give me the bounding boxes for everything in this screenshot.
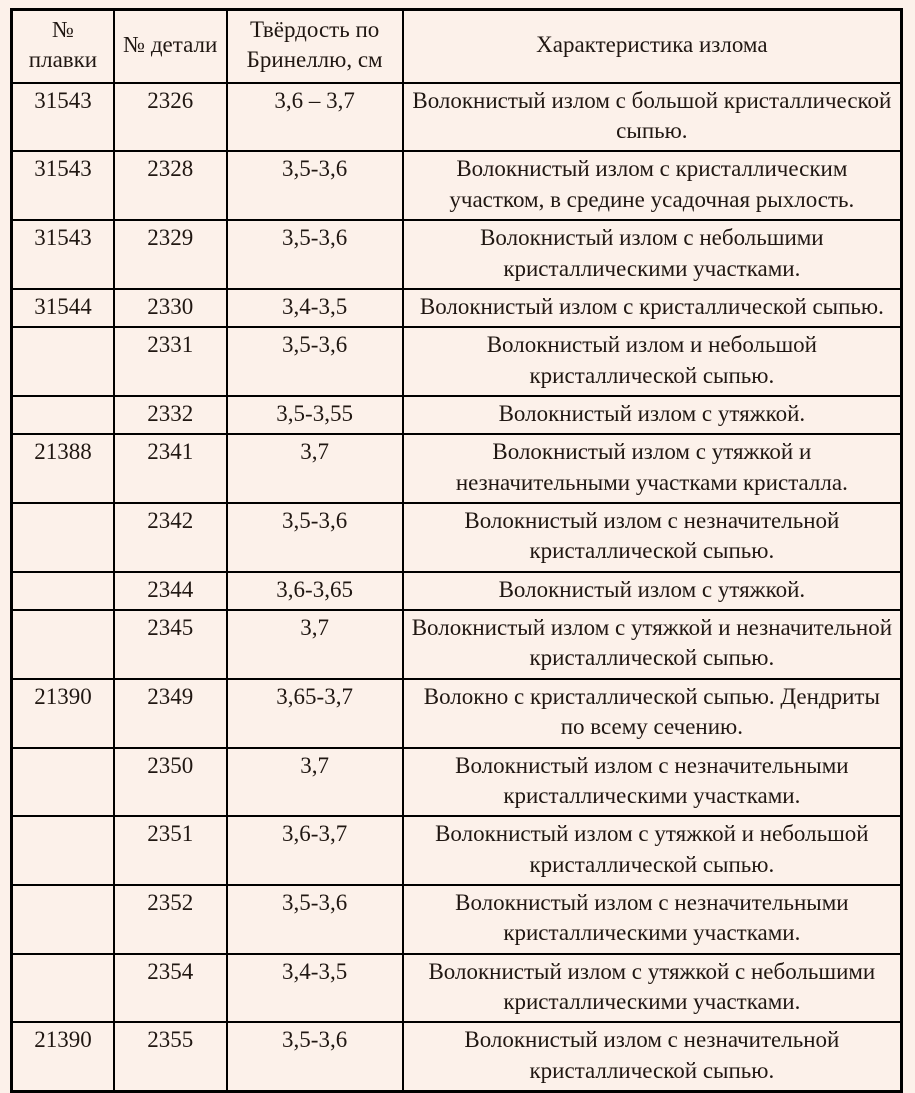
fracture-characteristic-cell: Волокнистый излом с кристаллической сыпью. (403, 289, 902, 327)
header-brinell-hardness: Твёрдость по Бринеллю, см (227, 10, 403, 83)
hardness-cell: 3,6 – 3,7 (227, 83, 403, 152)
fracture-characteristic-cell: Волокнистый излом с незначительными кристаллическими участками. (403, 748, 902, 817)
hardness-cell: 3,5-3,6 (227, 220, 403, 289)
part-number-cell: 2349 (114, 679, 227, 748)
part-number-cell: 2354 (114, 954, 227, 1023)
melt-number-cell (12, 327, 114, 396)
part-number-cell: 2332 (114, 396, 227, 434)
part-number-cell: 2345 (114, 610, 227, 679)
table-row (12, 816, 902, 885)
part-number-cell: 2350 (114, 748, 227, 817)
part-number-cell: 2341 (114, 434, 227, 503)
fracture-characteristic-cell: Волокнистый излом с утяжкой и незначительными участками кристалла. (403, 434, 902, 503)
part-number-cell: 2351 (114, 816, 227, 885)
fracture-characteristic-cell: Волокнистый излом с незначительной кристаллической сыпью. (403, 1022, 902, 1091)
hardness-cell: 3,5-3,6 (227, 327, 403, 396)
table-row (12, 954, 902, 1023)
table-body (12, 83, 902, 1092)
hardness-cell: 3,5-3,6 (227, 503, 403, 572)
melt-number-cell (12, 748, 114, 817)
hardness-cell: 3,4-3,5 (227, 289, 403, 327)
melt-number-cell: 21388 (12, 434, 114, 503)
hardness-cell: 3,7 (227, 610, 403, 679)
fracture-analysis-table (10, 8, 903, 1093)
hardness-cell: 3,5-3,6 (227, 1022, 403, 1091)
melt-number-cell (12, 503, 114, 572)
hardness-cell: 3,5-3,6 (227, 151, 403, 220)
fracture-characteristic-cell: Волокнистый излом и небольшой кристаллической сыпью. (403, 327, 902, 396)
melt-number-cell (12, 610, 114, 679)
melt-number-cell (12, 816, 114, 885)
table-row (12, 327, 902, 396)
table-row (12, 610, 902, 679)
fracture-characteristic-cell: Волокнистый излом с большой кристаллической сыпью. (403, 83, 902, 152)
part-number-cell: 2342 (114, 503, 227, 572)
table-row (12, 220, 902, 289)
fracture-characteristic-cell: Волокнистый излом с кристаллическим участком, в средине усадочная рыхлость. (403, 151, 902, 220)
table-row (12, 885, 902, 954)
melt-number-cell: 31543 (12, 151, 114, 220)
fracture-characteristic-cell: Волокнистый излом с утяжкой и небольшой кристаллической сыпью. (403, 816, 902, 885)
hardness-cell: 3,5-3,6 (227, 885, 403, 954)
melt-number-cell: 21390 (12, 679, 114, 748)
fracture-characteristic-cell: Волокнистый излом с небольшими кристаллическими участками. (403, 220, 902, 289)
table-row (12, 503, 902, 572)
fracture-characteristic-cell: Волокнистый излом с утяжкой. (403, 572, 902, 610)
part-number-cell: 2326 (114, 83, 227, 152)
part-number-cell: 2331 (114, 327, 227, 396)
hardness-cell: 3,7 (227, 434, 403, 503)
hardness-cell: 3,5-3,55 (227, 396, 403, 434)
table-row (12, 572, 902, 610)
melt-number-cell (12, 396, 114, 434)
part-number-cell: 2352 (114, 885, 227, 954)
melt-number-cell (12, 954, 114, 1023)
table-row (12, 679, 902, 748)
hardness-cell: 3,6-3,65 (227, 572, 403, 610)
fracture-characteristic-cell: Волокнистый излом с утяжкой и незначительной кристаллической сыпью. (403, 610, 902, 679)
table-row (12, 434, 902, 503)
melt-number-cell: 31543 (12, 220, 114, 289)
table-row (12, 151, 902, 220)
header-melt-number: № плавки (12, 10, 114, 83)
fracture-characteristic-cell: Волокно с кристаллической сыпью. Дендриты по всему сечению. (403, 679, 902, 748)
table-row (12, 289, 902, 327)
melt-number-cell (12, 885, 114, 954)
part-number-cell: 2344 (114, 572, 227, 610)
hardness-cell: 3,4-3,5 (227, 954, 403, 1023)
table-row (12, 83, 902, 152)
part-number-cell: 2329 (114, 220, 227, 289)
table-row (12, 1022, 902, 1091)
table-row (12, 748, 902, 817)
hardness-cell: 3,65-3,7 (227, 679, 403, 748)
part-number-cell: 2355 (114, 1022, 227, 1091)
table-header-row (12, 10, 902, 83)
melt-number-cell: 31544 (12, 289, 114, 327)
part-number-cell: 2328 (114, 151, 227, 220)
fracture-characteristic-cell: Волокнистый излом с незначительными кристаллическими участками. (403, 885, 902, 954)
hardness-cell: 3,6-3,7 (227, 816, 403, 885)
fracture-characteristic-cell: Волокнистый излом с утяжкой. (403, 396, 902, 434)
fracture-characteristic-cell: Волокнистый излом с незначительной кристаллической сыпью. (403, 503, 902, 572)
melt-number-cell: 21390 (12, 1022, 114, 1091)
header-fracture-characteristic: Характеристика излома (403, 10, 902, 83)
melt-number-cell (12, 572, 114, 610)
header-part-number: № детали (114, 10, 227, 83)
part-number-cell: 2330 (114, 289, 227, 327)
table-row (12, 396, 902, 434)
melt-number-cell: 31543 (12, 83, 114, 152)
hardness-cell: 3,7 (227, 748, 403, 817)
fracture-characteristic-cell: Волокнистый излом с утяжкой с небольшими кристаллическими участками. (403, 954, 902, 1023)
